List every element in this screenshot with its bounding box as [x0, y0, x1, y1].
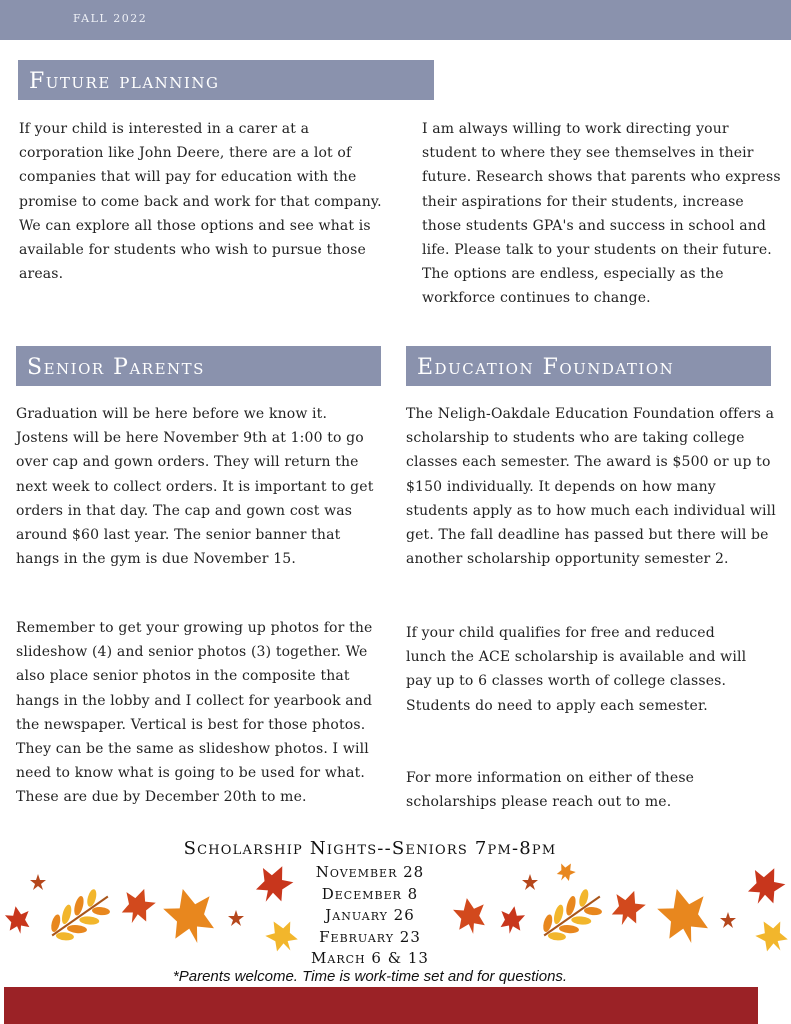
- scholarship-date: December 8: [321, 884, 419, 903]
- scholarship-date: January 26: [325, 906, 415, 924]
- red-maple-leaf-icon: [607, 886, 649, 931]
- scholarship-nights-title: Scholarship Nights--Seniors 7pm-8pm: [183, 838, 557, 859]
- orange-star-leaf-icon: [720, 912, 736, 928]
- education-foundation-paragraph-3: For more information on either of these scholarships please reach out to me.: [406, 770, 695, 811]
- orange-leaf-icon: [554, 859, 578, 884]
- senior-parents-heading: Senior Parents: [16, 346, 381, 386]
- red-maple-leaf-icon: [117, 884, 159, 929]
- orange-fern-leaf-icon: [534, 881, 611, 950]
- senior-parents-paragraph-1: Graduation will be here before we know it. Jostens will be here November 9th at 1:00 to go over cap and gown orders. They will return the next week to collect orders. It is important to get orders in that day. The cap and gown cost was around $60 last year. The senior banner that hangs in the gym is due November 15.: [16, 406, 374, 568]
- scholarship-date: March 6 & 13: [311, 949, 429, 967]
- orange-star-leaf-icon: [228, 910, 244, 926]
- education-foundation-paragraph-1: The Neligh-Oakdale Education Foundation offers a scholarship to students who are taking college classes each semester. The award is $500 or up to $150 individually. It depends on how many students apply as to how much each individual will get. The fall deadline has passed but there will be another scholarship opportunity semester 2.: [406, 406, 776, 568]
- yellow-leaf-icon: [751, 914, 791, 957]
- future-planning-heading: Future planning: [18, 60, 434, 100]
- scholarship-date: November 28: [315, 863, 425, 881]
- red-maple-leaf-icon: [742, 861, 789, 911]
- red-maple-leaf-icon: [4, 904, 32, 936]
- future-planning-text-left: If your child is interested in a carer at a corporation like John Deere, there are a lot of companies that will pay for education with the promise to come back and work for that company. We can explore all those options and see what is available for students who wish to pursue those areas.: [19, 121, 382, 283]
- season-label: FALL 2022: [73, 12, 148, 25]
- orange-fern-leaf-icon: [42, 881, 119, 950]
- red-maple-leaf-icon: [498, 904, 526, 936]
- orange-maple-leaf-icon: [160, 883, 221, 950]
- scholarship-date: February 23: [319, 927, 421, 946]
- top-header-bar: [0, 0, 791, 40]
- footer-bar: [4, 987, 758, 1024]
- future-planning-text-right: I am always willing to work directing your student to where they see themselves in their future. Research shows that parents who express their aspirations for their students, increase those students GPA's and success in school and life. Please talk to your students on their future. The options are endless, especially as the workforce continues to change.: [422, 121, 781, 307]
- education-foundation-heading: Education Foundation: [406, 346, 771, 386]
- education-foundation-paragraph-2: If your child qualifies for free and reduced lunch the ACE scholarship is available and will pay up to 6 classes worth of college classes. Students do need to apply each semester.: [406, 625, 747, 714]
- orange-star-leaf-icon: [522, 874, 538, 890]
- orange-maple-leaf-icon: [654, 883, 715, 950]
- parents-welcome-note: *Parents welcome. Time is work-time set and for questions.: [172, 968, 568, 985]
- senior-parents-paragraph-2: Remember to get your growing up photos for the slideshow (4) and senior photos (3) together. We also place senior photos in the composite that hangs in the lobby and I collect for yearbook and the newspaper. Vertical is best for those photos. They can be the same as slideshow photos. I will need to know what is going to be used for what. These are due by December 20th to me.: [16, 620, 373, 806]
- orange-star-leaf-icon: [30, 874, 46, 890]
- scholarship-dates-list: [270, 862, 470, 970]
